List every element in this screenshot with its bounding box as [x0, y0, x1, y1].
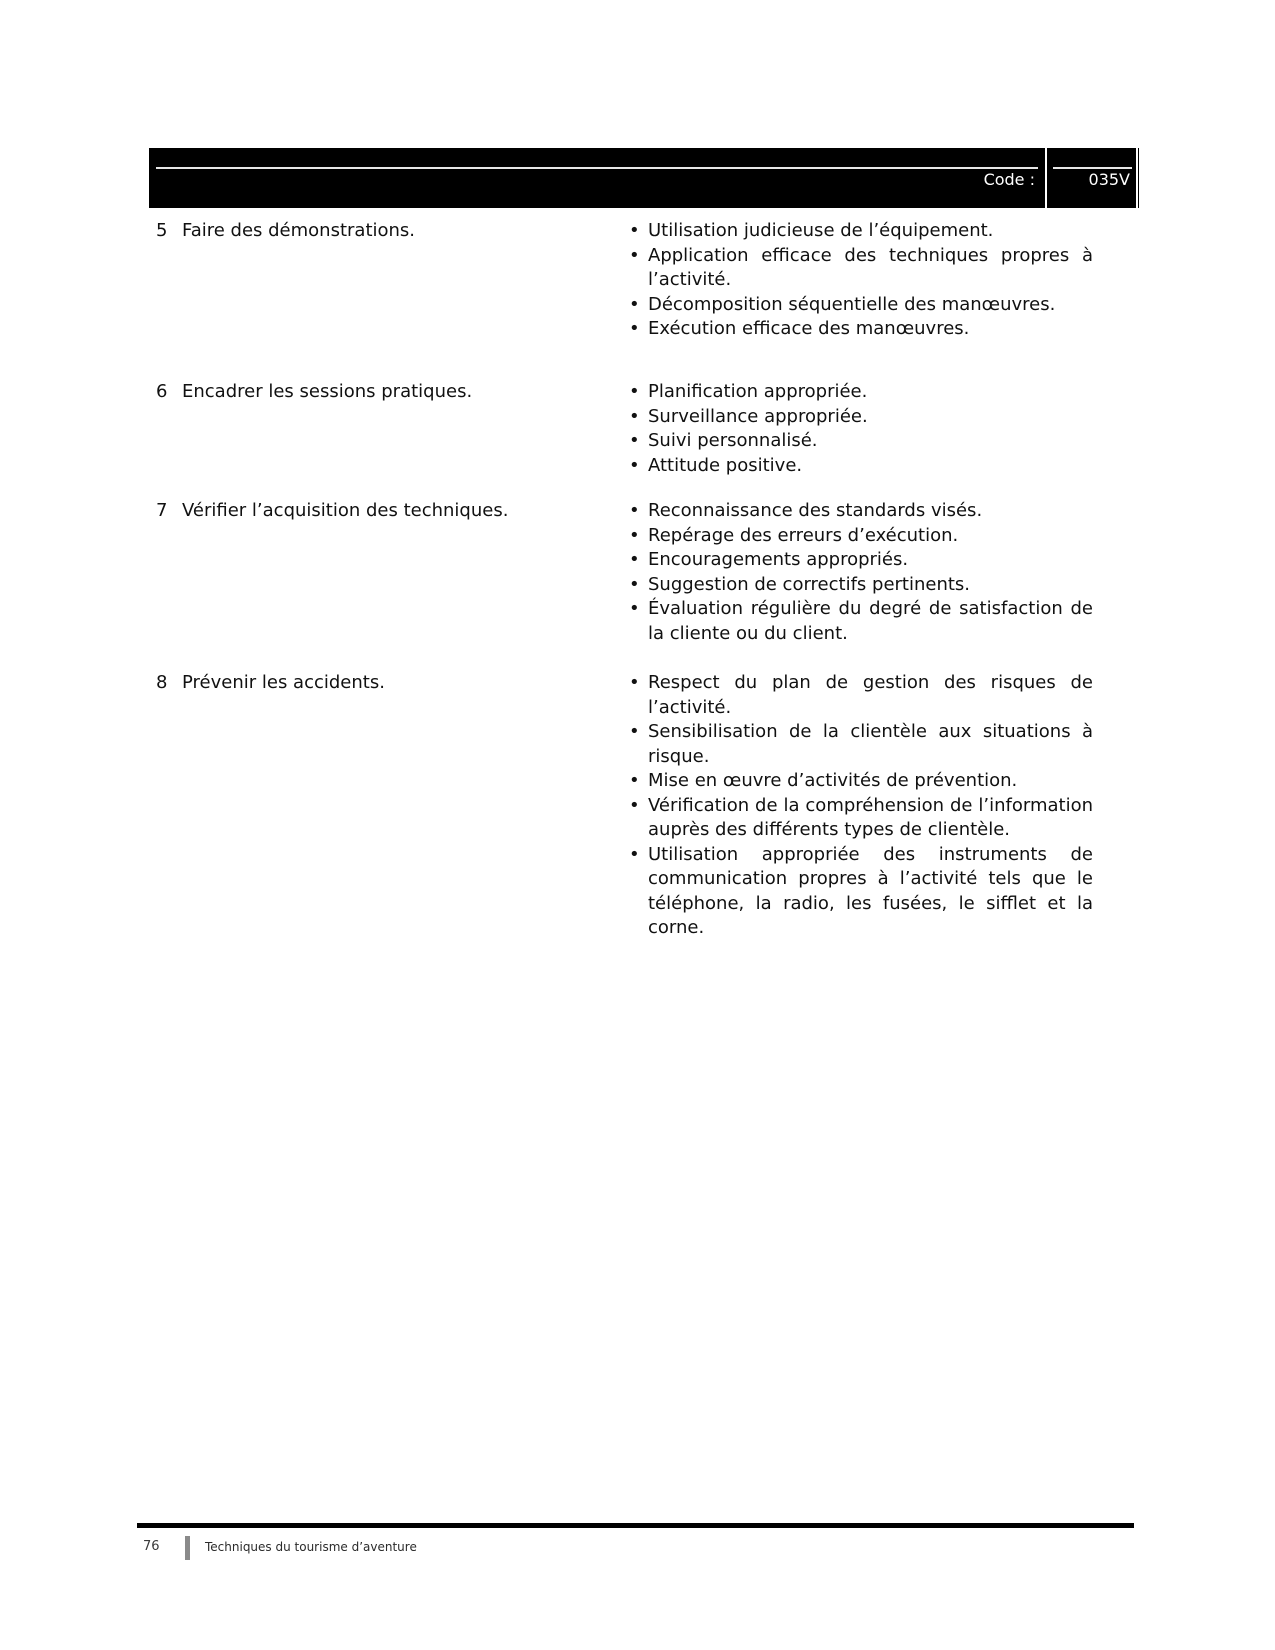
criteria-item: • Suivi personnalisé.: [628, 429, 1093, 454]
item-title: Encadrer les sessions pratiques.: [182, 381, 473, 402]
item-title: Faire des démonstrations.: [182, 220, 416, 241]
criteria-item: • Vérification de la compréhension de l’information auprès des différents types de clientèle.: [628, 794, 1093, 843]
criteria-item: • Planification appropriée.: [628, 380, 1093, 405]
criteria-item: • Utilisation appropriée des instruments de communication propres à l’activité tels que le téléphone, la radio, les fusées, le sifflet et la corne.: [628, 843, 1093, 941]
item-title: Vérifier l’acquisition des techniques.: [182, 500, 509, 521]
header-cell-divider: [1045, 148, 1047, 208]
header-rule-right: [1053, 167, 1132, 169]
item-number: 5: [156, 220, 168, 241]
table-row: [156, 671, 1093, 941]
element-cell: [156, 219, 628, 342]
criteria-item: • Surveillance appropriée.: [628, 405, 1093, 430]
table-row: [156, 219, 1093, 342]
item-number: 8: [156, 672, 168, 693]
footer-rule: [137, 1523, 1134, 1528]
criteria-item: • Encouragements appropriés.: [628, 548, 1093, 573]
criteria-item: • Reconnaissance des standards visés.: [628, 499, 1093, 524]
criteria-item: • Suggestion de correctifs pertinents.: [628, 573, 1093, 598]
header-rule-left: [156, 167, 1038, 169]
criteria-item: • Décomposition séquentielle des manœuvres.: [628, 293, 1093, 318]
criteria-item: • Mise en œuvre d’activités de prévention.: [628, 769, 1093, 794]
item-number: 6: [156, 381, 168, 402]
criteria-item: • Repérage des erreurs d’exécution.: [628, 524, 1093, 549]
item-title: Prévenir les accidents.: [182, 672, 385, 693]
criteria-item: • Utilisation judicieuse de l’équipement.: [628, 219, 1093, 244]
criteria-item: • Attitude positive.: [628, 454, 1093, 479]
footer-accent-bar: [185, 1536, 190, 1560]
code-value: 035V: [1088, 170, 1130, 189]
criteria-item: • Exécution efficace des manœuvres.: [628, 317, 1093, 342]
criteria-item: • Sensibilisation de la clientèle aux situations à risque.: [628, 720, 1093, 769]
criteria-list: [628, 380, 1093, 478]
code-label: Code :: [983, 170, 1035, 189]
item-number: 7: [156, 500, 168, 521]
criteria-item: • Évaluation régulière du degré de satisfaction de la cliente ou du client.: [628, 597, 1093, 646]
element-cell: [156, 671, 628, 941]
criteria-list: [628, 671, 1093, 941]
table-row: [156, 499, 1093, 646]
header-right-border: [1136, 148, 1138, 208]
table-row: [156, 380, 1093, 478]
element-cell: [156, 380, 628, 478]
page-number: 76: [143, 1539, 160, 1554]
criteria-item: • Respect du plan de gestion des risques de l’activité.: [628, 671, 1093, 720]
element-cell: [156, 499, 628, 646]
code-header-bar: [149, 148, 1139, 208]
footer-title: Techniques du tourisme d’aventure: [205, 1540, 417, 1554]
criteria-list: [628, 219, 1093, 342]
criteria-list: [628, 499, 1093, 646]
criteria-item: • Application efficace des techniques propres à l’activité.: [628, 244, 1093, 293]
